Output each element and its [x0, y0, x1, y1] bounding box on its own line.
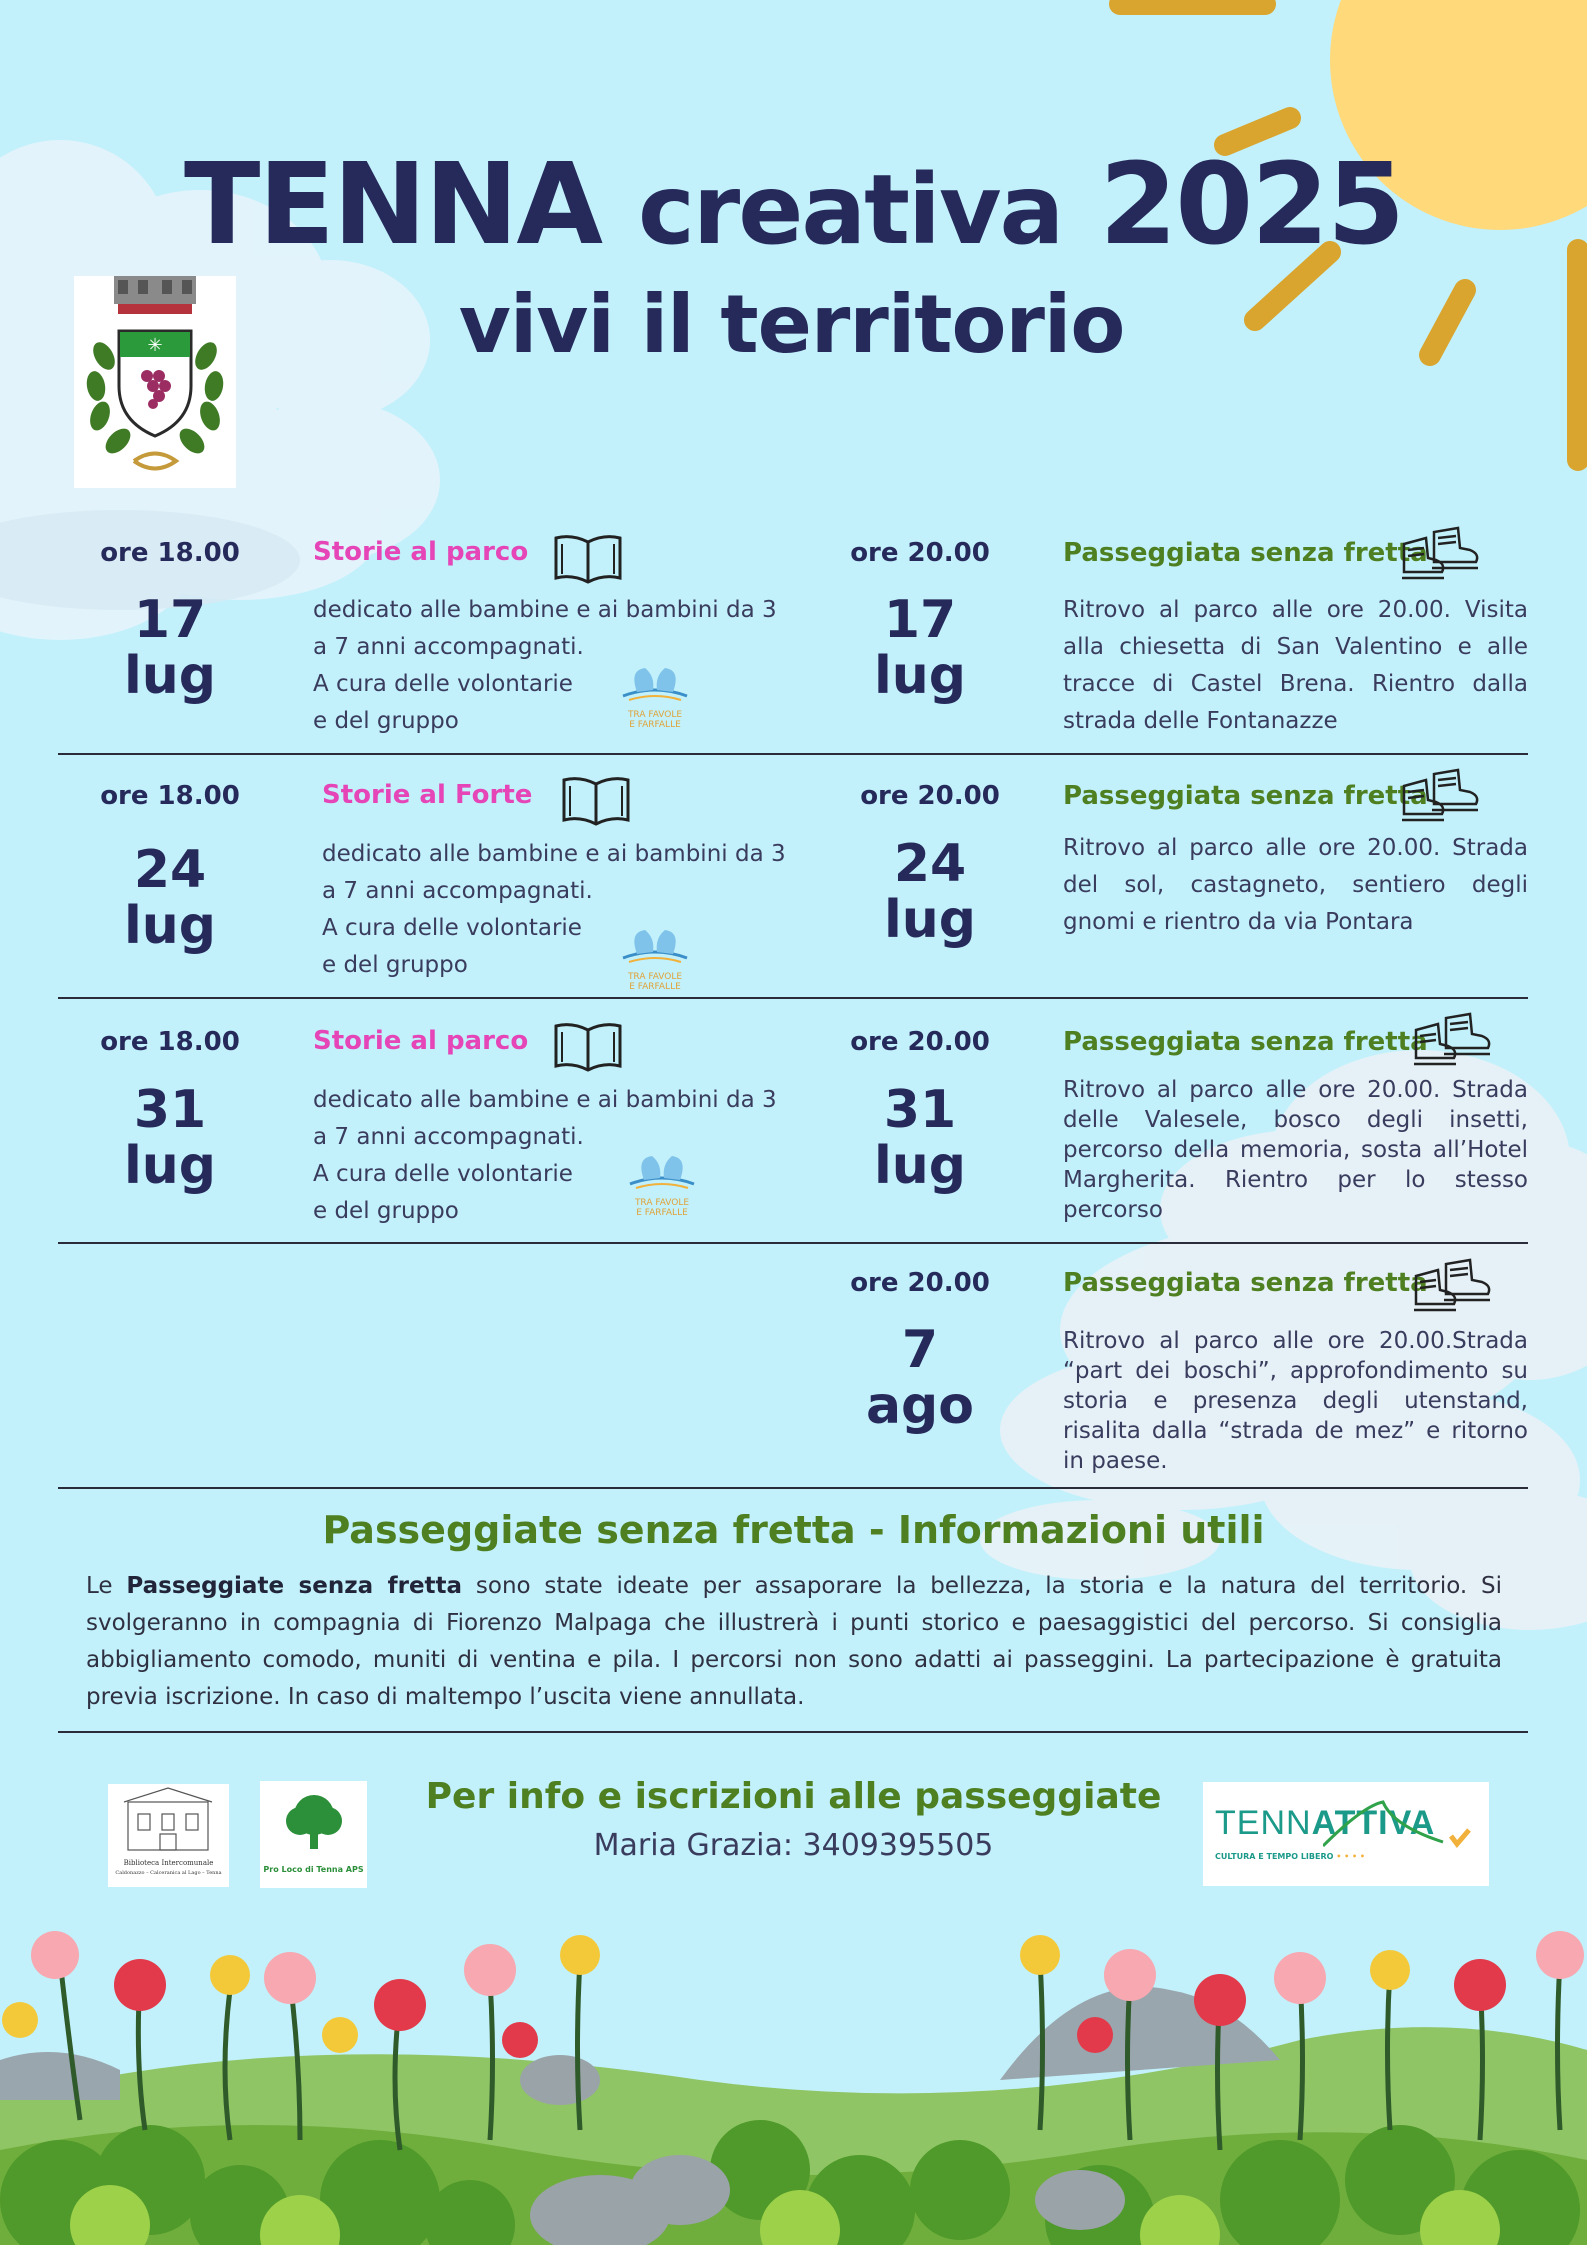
date-month: lug [123, 896, 217, 956]
desc-line: e del gruppo [313, 708, 459, 734]
row4-right-title: Passeggiata senza fretta [1063, 1268, 1428, 1298]
proloco-name: Pro Loco di Tenna APS [263, 1865, 364, 1874]
book-icon [552, 532, 624, 584]
hiking-boots-icon [1398, 524, 1486, 584]
row4-right-desc: Ritrovo al parco alle ore 20.00.Strada “part dei boschi”, approfondimento su storia e presenza degli utenstand, risalita dalla “strada de mez” e ritorno in paese. [1063, 1328, 1528, 1474]
partner-name: TRA FAVOLE E FARFALLE [627, 972, 683, 992]
swoosh-icon [1323, 1796, 1473, 1856]
row1-left-date [70, 592, 270, 704]
date-month: ago [865, 1376, 975, 1436]
biblioteca-name: Biblioteca Intercomunale Caldonazzo – Calceranica al Lago – Tenna [115, 1859, 222, 1876]
proloco-logo [260, 1781, 367, 1888]
row2-left-time: ore 18.00 [100, 781, 240, 811]
date-day: 24 [133, 840, 207, 900]
desc-line: A cura delle volontarie [322, 915, 582, 941]
tennattiva-logo [1203, 1782, 1489, 1886]
butterfly-book-icon [615, 924, 695, 968]
row3-left-time: ore 18.00 [100, 1027, 240, 1057]
date-month: lug [883, 890, 977, 950]
date-day: 31 [883, 1080, 957, 1140]
row1-left-title: Storie al parco [313, 537, 529, 567]
tra-favole-logo [615, 662, 695, 730]
row3-right-title: Passeggiata senza fretta [1063, 1027, 1428, 1057]
row1-left-desc [313, 592, 777, 740]
desc-line: a 7 anni accompagnati. [322, 878, 593, 904]
municipal-crest [74, 276, 236, 488]
row2-right-desc: Ritrovo al parco alle ore 20.00. Strada del sol, castagneto, sentiero degli gnomi e rientro da via Pontara [1063, 835, 1528, 935]
title-creativa: creativa [638, 154, 1063, 266]
butterfly-book-icon [615, 662, 695, 706]
partner-name: TRA FAVOLE E FARFALLE [634, 1198, 690, 1218]
row2-right-title: Passeggiata senza fretta [1063, 781, 1428, 811]
desc-line: a 7 anni accompagnati. [313, 634, 584, 660]
row2-left-title: Storie al Forte [322, 780, 533, 810]
biblioteca-logo [108, 1784, 229, 1887]
divider [58, 753, 1528, 755]
date-day: 24 [893, 834, 967, 894]
desc-line: dedicato alle bambine e ai bambini da 3 [322, 841, 786, 867]
row4-right-date [820, 1322, 1020, 1434]
desc-line: dedicato alle bambine e ai bambini da 3 [313, 597, 777, 623]
divider [58, 1487, 1528, 1489]
row1-right-date [820, 592, 1020, 704]
row2-right-time: ore 20.00 [860, 781, 1000, 811]
row2-left-desc [322, 836, 786, 984]
row2-left-date [70, 842, 270, 954]
hiking-boots-icon [1398, 766, 1486, 826]
divider [58, 1242, 1528, 1244]
desc-line: dedicato alle bambine e ai bambini da 3 [313, 1087, 777, 1113]
date-day: 17 [133, 590, 207, 650]
desc-line: A cura delle volontarie [313, 671, 573, 697]
row3-left-date [70, 1082, 270, 1194]
tennattiva-tagline: CULTURA E TEMPO LIBERO • • • • [1215, 1852, 1366, 1861]
row3-right-date [820, 1082, 1020, 1194]
divider [58, 1731, 1528, 1733]
book-icon [552, 1020, 624, 1072]
flowers-pink [31, 1931, 1584, 2004]
svg-text:✳: ✳ [147, 335, 163, 356]
crest-icon [74, 276, 236, 488]
info-title: Passeggiate senza fretta - Informazioni utili [322, 1508, 1265, 1552]
page-title [0, 140, 1587, 270]
row2-right-date [830, 836, 1030, 948]
tree-icon [260, 1781, 367, 1861]
page-subtitle: vivi il territorio [458, 278, 1125, 371]
row1-right-desc: Ritrovo al parco alle ore 20.00. Visita alla chiesetta di San Valentino e alle tracce di Castel Brena. Rientro dalla strada delle Fontanazze [1063, 597, 1528, 734]
row4-right-time: ore 20.00 [850, 1268, 990, 1298]
desc-line: a 7 anni accompagnati. [313, 1124, 584, 1150]
date-day: 31 [133, 1080, 207, 1140]
row3-left-title: Storie al parco [313, 1026, 529, 1056]
tra-favole-logo [615, 924, 695, 992]
row1-right-title: Passeggiata senza fretta [1063, 538, 1428, 568]
desc-line: e del gruppo [322, 952, 468, 978]
info-bold: Passeggiate senza fretta [126, 1573, 463, 1599]
partner-name: TRA FAVOLE E FARFALLE [627, 710, 683, 730]
row3-right-time: ore 20.00 [850, 1027, 990, 1057]
row3-right-desc: Ritrovo al parco alle ore 20.00. Strada delle Valesele, bosco degli insetti, percorso della memoria, sosta all’Hotel Margherita. Rientro per lo stesso percorso [1063, 1077, 1528, 1223]
contact-phone: Maria Grazia: 3409395505 [593, 1828, 994, 1863]
hiking-boots-icon [1410, 1010, 1498, 1070]
date-month: lug [873, 1136, 967, 1196]
title-tenna: TENNA [183, 140, 602, 270]
date-month: lug [123, 1136, 217, 1196]
desc-line: e del gruppo [313, 1198, 459, 1224]
tennattiva-wordmark: TENNATTIVA [1215, 1804, 1436, 1842]
library-building-icon [108, 1784, 229, 1854]
book-icon [560, 774, 632, 826]
row3-left-desc [313, 1082, 777, 1230]
hill-grey-2 [0, 2052, 120, 2100]
title-year: 2025 [1099, 140, 1404, 270]
info-text: Le Passeggiate senza fretta sono state ideate per assaporare la bellezza, la storia e la natura del territorio. Si svolgeranno in compagnia di Fiorenzo Malpaga che illustrerà i punti storico e paesaggistici del percorso. Si consiglia abbigliamento comodo, muniti di ventina e pila. I percorsi non sono adatti ai passeggini. La partecipazione è gratuita previa iscrizione. In caso di maltempo l’uscita viene annullata. [86, 1573, 1502, 1710]
date-month: lug [873, 646, 967, 706]
row1-right-time: ore 20.00 [850, 538, 990, 568]
date-month: lug [123, 646, 217, 706]
row1-left-time: ore 18.00 [100, 538, 240, 568]
hiking-boots-icon [1410, 1256, 1498, 1316]
desc-line: A cura delle volontarie [313, 1161, 573, 1187]
date-day: 7 [901, 1320, 939, 1380]
tra-favole-logo [622, 1150, 702, 1218]
butterfly-book-icon [622, 1150, 702, 1194]
date-day: 17 [883, 590, 957, 650]
divider [58, 997, 1528, 999]
contact-title: Per info e iscrizioni alle passeggiate [425, 1776, 1162, 1817]
